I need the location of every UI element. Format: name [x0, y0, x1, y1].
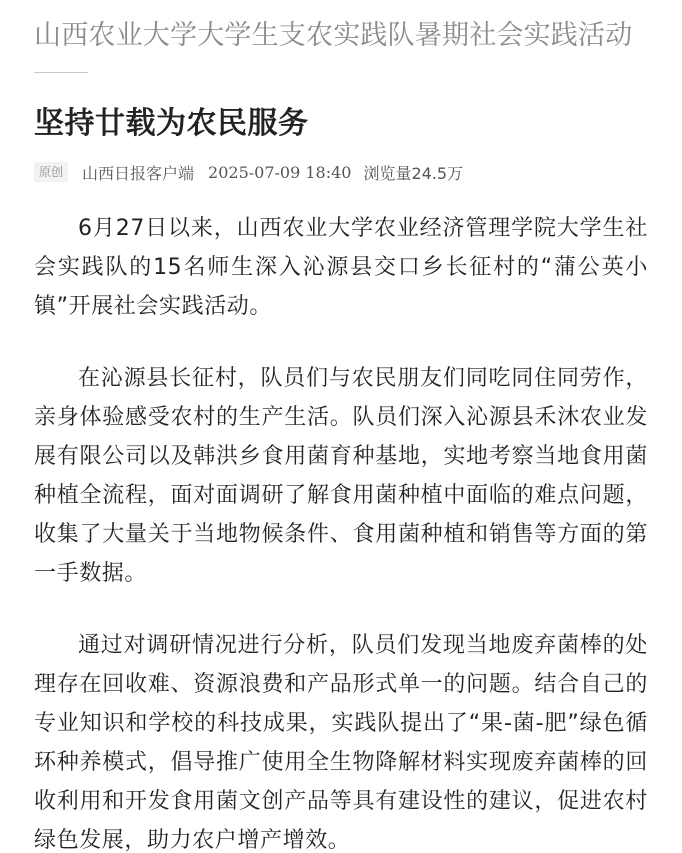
article-body [34, 209, 648, 853]
paragraph: 通过对调研情况进行分析，队员们发现当地废弃菌棒的处理存在回收难、资源浪费和产品形式单一的问题。结合自己的专业知识和学校的科技成果，实践队提出了“果-菌-肥”绿色循环种养模式，倡导推广使用全生物降解材料实现废弃菌棒的回收利用和开发食用菌文创产品等具有建设性的建议，促进农村绿色发展，助力农户增产增效。 [34, 633, 648, 853]
view-count: 浏览量24.5万 [363, 163, 464, 183]
original-badge: 原创 [34, 162, 68, 182]
paragraph: 在沁源县长征村，队员们与农民朋友们同吃同住同劳作，亲身体验感受农村的生产生活。队员们深入沁源县禾沐农业发展有限公司以及韩洪乡食用菌育种基地，实地考察当地食用菌种植全流程，面对面调研了解食用菌种植中面临的难点问题，收集了大量关于当地物候条件、食用菌种植和销售等方面的第一手数据。 [34, 366, 648, 586]
collection-title[interactable]: 山西农业大学大学生支农实践队暑期社会实践活动 [34, 20, 633, 51]
paragraph: 6月27日以来，山西农业大学农业经济管理学院大学生社会实践队的15名师生深入沁源县交口乡长征村的“蒲公英小镇”开展社会实践活动。 [34, 216, 648, 319]
source-link[interactable]: 山西日报客户端 [82, 163, 195, 183]
article-title: 坚持廿载为农民服务 [34, 106, 309, 141]
article-meta [34, 159, 648, 185]
publish-date: 2025-07-09 18:40 [208, 162, 352, 182]
title-divider [34, 72, 88, 73]
